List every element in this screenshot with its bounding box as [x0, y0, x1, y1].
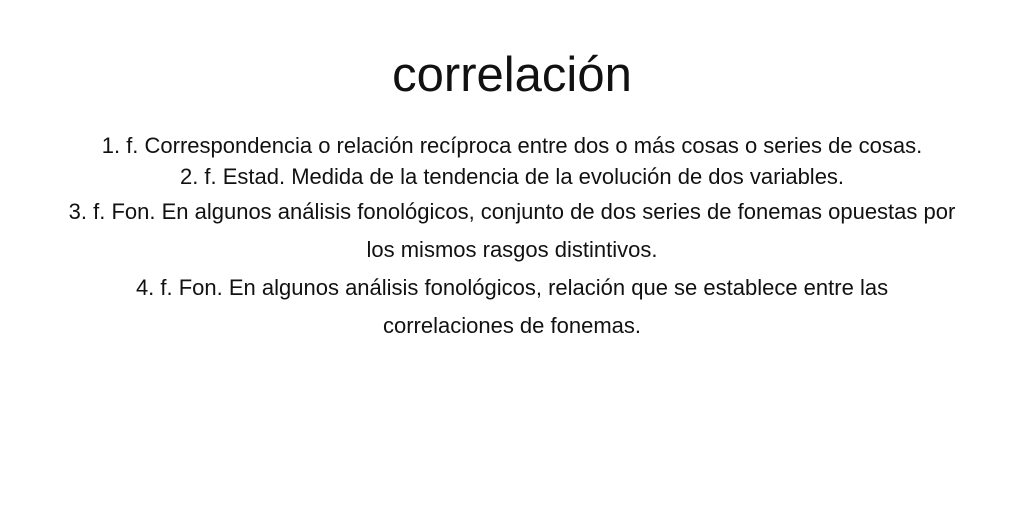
definition-item-1: 1. f. Correspondencia o relación recíproca entre dos o más cosas o series de cosas. — [101, 133, 923, 158]
definition-item-3: 3. f. Fon. En algunos análisis fonológicos, conjunto de dos series de fonemas opuestas por los mismos rasgos distintivos. — [68, 199, 956, 262]
definition-item-2: 2. f. Estad. Medida de la tendencia de la evolución de dos variables. — [179, 164, 845, 189]
headword-title: correlación — [392, 48, 632, 102]
definitions-list — [68, 127, 956, 345]
definition-item-4: 4. f. Fon. En algunos análisis fonológicos, relación que se establece entre las correlaciones de fonemas. — [135, 275, 889, 338]
